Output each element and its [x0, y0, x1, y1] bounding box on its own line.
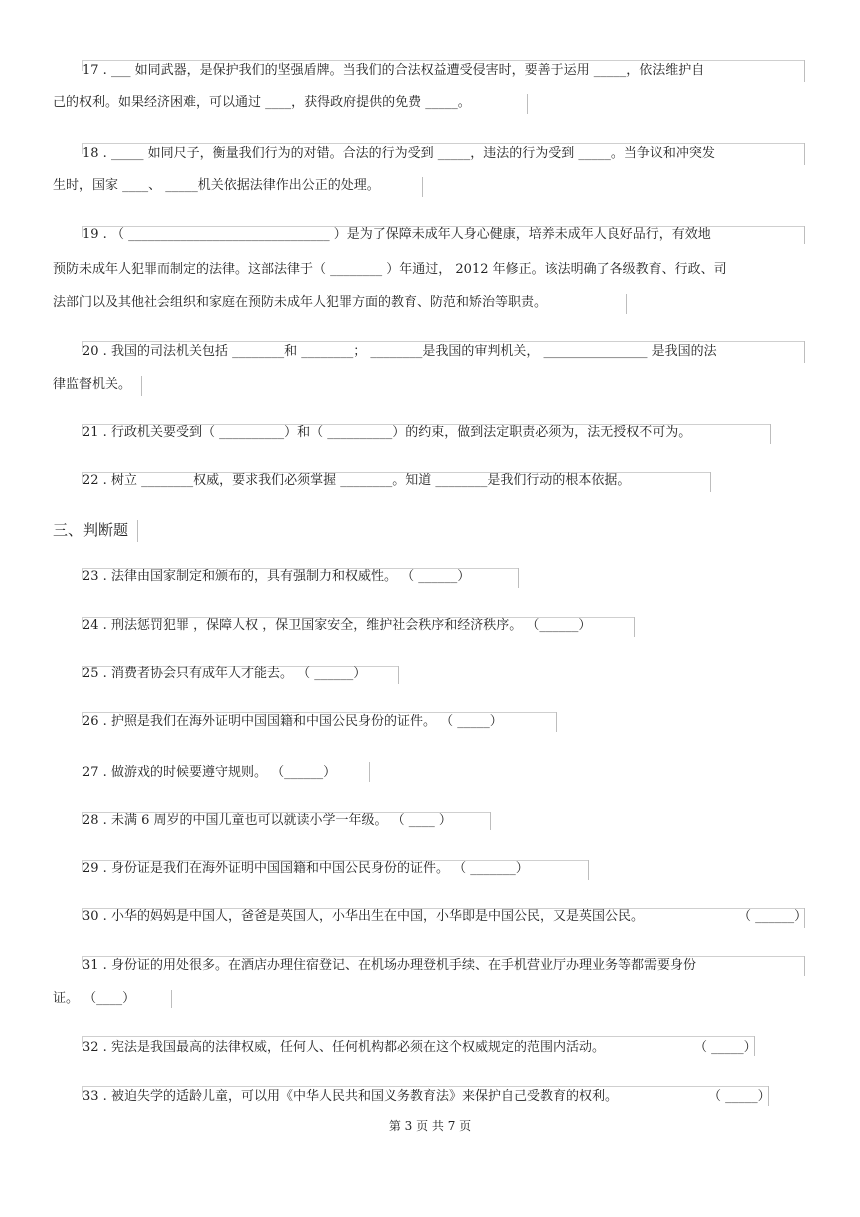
question-frame-26-right	[556, 712, 557, 732]
question-frame-22-right	[710, 472, 711, 492]
question-31-line-2: 证。 （____）	[53, 991, 136, 1006]
question-22-line-1: 22 . 树立 ________权威，要求我们必须掌握 ________。知道 ________是我们行动的根本依据。	[82, 473, 631, 488]
question-frame-31-right	[804, 956, 805, 976]
question-17-line-2: 己的权利。如果经济困难，可以通过 ____，获得政府提供的免费 _____。	[53, 95, 471, 110]
question-29: 29 . 身份证是我们在海外证明中国国籍和中国公民身份的证件。 （ _______）	[82, 861, 529, 876]
section-title-end-mark	[137, 520, 138, 542]
question-21-line-1: 21 . 行政机关要受到（ __________）和（ __________）的约束，做到法定职责必须为，法无授权不可为。	[82, 425, 692, 440]
question-32-answer-blank: （ _____）	[694, 1040, 757, 1055]
question-33-answer-blank: （ _____）	[708, 1089, 771, 1104]
question-23: 23 . 法律由国家制定和颁布的，具有强制力和权威性。 （ ______）	[82, 569, 471, 584]
question-31-end-mark	[171, 990, 172, 1008]
question-frame-29-right	[588, 860, 589, 880]
question-31-line-1: 31 . 身份证的用处很多。在酒店办理住宿登记、在机场办理登机手续、在手机营业厅办理业务等都需要身份	[82, 958, 696, 973]
question-20-end-mark	[141, 376, 142, 396]
section-title-judgment: 三、判断题	[53, 521, 129, 539]
question-33: 33 . 被迫失学的适龄儿童，可以用《中华人民共和国义务教育法》来保护自己受教育的权利。	[82, 1089, 618, 1104]
question-20-line-1: 20 . 我国的司法机关包括 ________和 ________； ________是我国的审判机关， ________________ 是我国的法	[82, 344, 717, 359]
question-frame-23-right	[518, 568, 519, 588]
question-25: 25 . 消费者协会只有成年人才能去。 （ ______）	[82, 666, 367, 681]
question-30-answer-blank: （ ______）	[738, 909, 808, 924]
question-frame-17-right	[804, 60, 805, 82]
question-27: 27 . 做游戏的时候要遵守规则。 （______）	[82, 765, 337, 780]
question-frame-24-right	[634, 617, 635, 637]
question-17-end-mark	[527, 94, 528, 114]
question-27-end-mark	[369, 762, 370, 782]
question-30: 30 . 小华的妈妈是中国人，爸爸是英国人，小华出生在中国，小华即是中国公民，又是英国公民。	[82, 909, 644, 924]
question-18-line-1: 18 . _____ 如同尺子，衡量我们行为的对错。合法的行为受到 _____，违法的行为受到 _____。当争议和冲突发	[82, 146, 715, 161]
question-18-end-mark	[422, 177, 423, 197]
question-frame-25-right	[398, 666, 399, 684]
question-32: 32 . 宪法是我国最高的法律权威，任何人、任何机构都必须在这个权威规定的范围内活动。	[82, 1040, 605, 1055]
question-frame-19-right	[804, 226, 805, 244]
question-19-end-mark	[626, 294, 627, 314]
question-18-line-2: 生时，国家 ____、 _____机关依据法律作出公正的处理。	[53, 178, 380, 193]
question-frame-21-right	[770, 424, 771, 444]
question-26: 26 . 护照是我们在海外证明中国国籍和中国公民身份的证件。 （ _____）	[82, 714, 503, 729]
question-20-line-2: 律监督机关。	[53, 377, 132, 392]
question-19-line-3: 法部门以及其他社会组织和家庭在预防未成年人犯罪方面的教育、防范和矫治等职责。	[53, 295, 548, 310]
page-number-footer: 第 3 页 共 7 页	[388, 1119, 472, 1133]
question-frame-18-right	[804, 143, 805, 165]
question-17-line-1: 17 . ___ 如同武器，是保护我们的坚强盾牌。当我们的合法权益遭受侵害时，要善于运用 _____，依法维护自	[82, 63, 705, 78]
question-28: 28 . 未满 6 周岁的中国儿童也可以就读小学一年级。 （ ____ ）	[82, 813, 452, 828]
question-19-line-2: 预防未成年人犯罪而制定的法律。这部法律于（ ________ ）年通过， 2012 年修正。该法明确了各级教育、行政、司	[53, 262, 727, 277]
question-24: 24 . 刑法惩罚犯罪 ，保障人权 ，保卫国家安全，维护社会秩序和经济秩序。 （______）	[82, 618, 592, 633]
question-19-line-1: 19 . （ _______________________________ ）是为了保障未成年人身心健康，培养未成年人良好品行，有效地	[82, 227, 711, 242]
question-frame-28-right	[490, 812, 491, 830]
question-frame-20-right	[804, 341, 805, 363]
